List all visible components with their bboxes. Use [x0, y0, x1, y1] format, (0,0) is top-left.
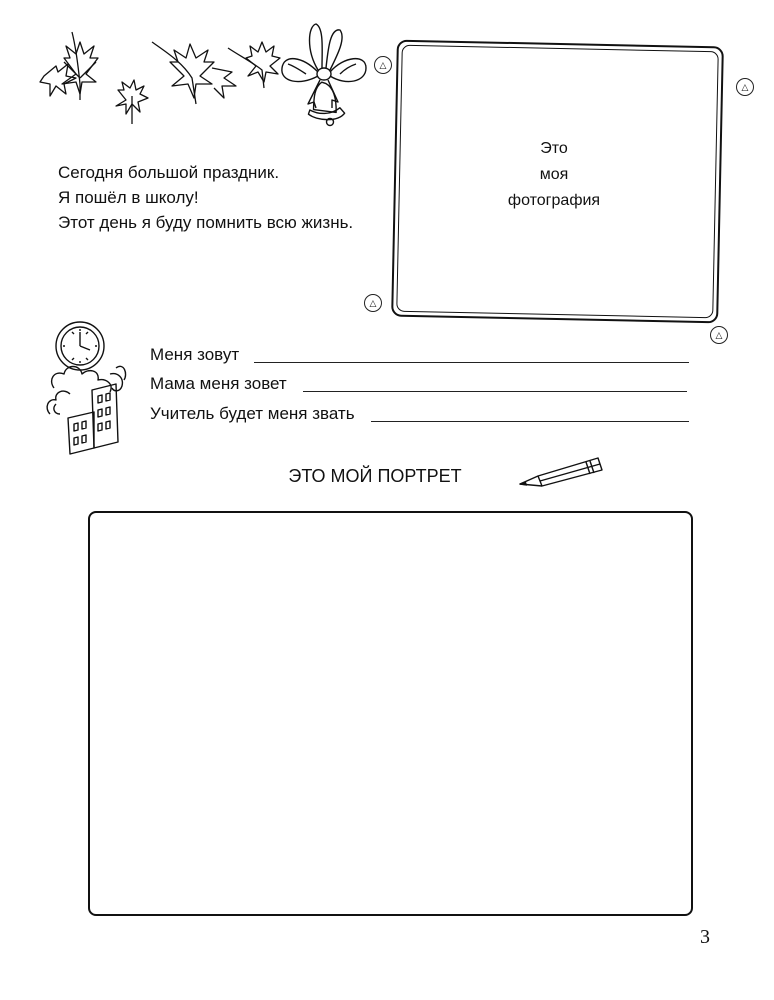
teacher-name-input-line[interactable] — [371, 421, 689, 422]
triangle-mount-icon: △ — [374, 56, 392, 74]
intro-line-2: Я пошёл в школу! — [58, 188, 199, 207]
name-field-label: Меня зовут — [150, 345, 240, 364]
name-input-line[interactable] — [254, 362, 689, 363]
intro-line-3: Этот день я буду помнить всю жизнь. — [58, 213, 354, 232]
teacher-name-field-label: Учитель будет меня звать — [150, 404, 355, 423]
photo-caption — [470, 136, 638, 214]
portrait-title: ЭТО МОЙ ПОРТРЕТ — [288, 466, 462, 486]
clock-and-city-icon — [44, 318, 128, 456]
portrait-drawing-area[interactable] — [88, 511, 693, 916]
photo-caption-line-3: фотография — [507, 192, 601, 209]
photo-caption-line-2: моя — [539, 166, 569, 183]
mom-name-field-label: Мама меня зовет — [150, 374, 287, 393]
triangle-mount-icon: △ — [364, 294, 382, 312]
mom-name-input-line[interactable] — [303, 391, 687, 392]
pencil-icon — [518, 452, 608, 488]
bell-with-bow-icon — [278, 20, 372, 132]
page-number: 3 — [700, 926, 710, 948]
triangle-mount-icon: △ — [736, 78, 754, 96]
maple-leaves-icon — [36, 28, 284, 128]
photo-caption-line-1: Это — [540, 140, 568, 157]
triangle-mount-icon: △ — [710, 326, 728, 344]
intro-line-1: Сегодня большой праздник. — [58, 163, 280, 182]
